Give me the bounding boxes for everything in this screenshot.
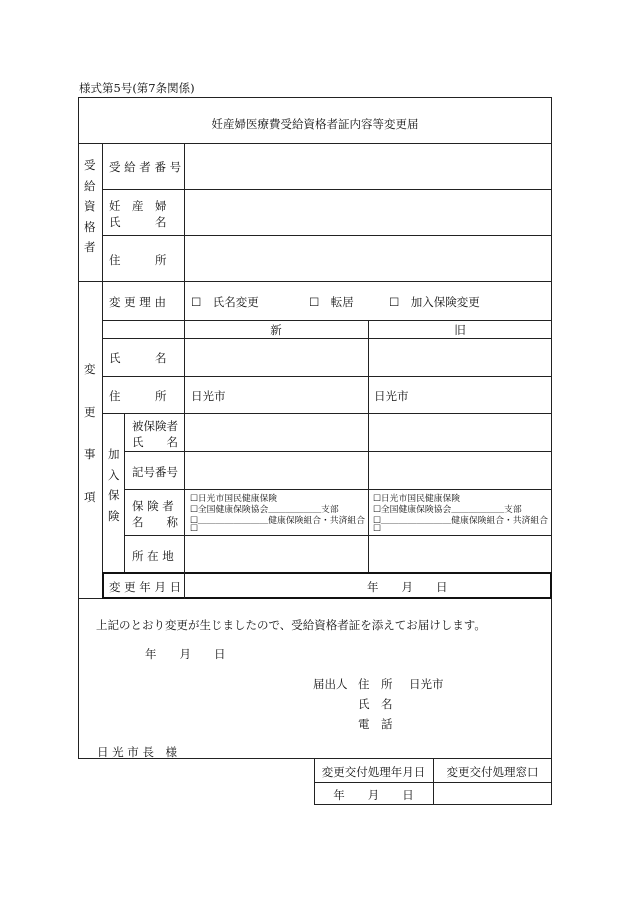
insured-old-field[interactable] [370,415,550,449]
insurer-new-option-2[interactable]: ☐全国健康保険協会＿＿＿＿＿＿支部 [190,505,339,515]
insured-label-top: 被保険者 [132,419,178,433]
insured-label-bottom: 氏 名 [132,435,178,449]
form-number: 様式第5号(第7条関係) [79,81,195,95]
reason-option-name[interactable]: ☐ 氏名変更 [191,295,259,309]
reason-option-move[interactable]: ☐ 転居 [309,295,354,309]
office-date-value[interactable]: 年 月 日 [333,788,414,802]
location-new-field[interactable] [186,537,366,570]
reason-label: 変 更 理 由 [109,295,166,309]
applicant-address-value[interactable]: 日光市 [409,677,444,691]
insurer-old-option-2[interactable]: ☐全国健康保険協会＿＿＿＿＿＿支部 [373,505,522,515]
recipient-name-label-top: 妊 産 婦 [109,199,167,213]
symbol-number-new-field[interactable] [186,453,366,487]
office-window-header: 変更交付処理窓口 [446,765,539,779]
insurer-new-option-1[interactable]: ☐日光市国民健康保険 [190,494,278,504]
applicant-name-label: 氏 名 [358,697,393,711]
insurer-old-option-4[interactable]: ☐ [373,524,381,534]
recipient-name-label-bottom: 氏 名 [109,215,167,229]
insurer-new-option-3[interactable]: ☐＿＿＿＿＿＿＿＿健康保険組合・共済組合 [190,516,366,526]
addressee: 日 光 市 長 様 [97,745,177,759]
insurer-label-bottom: 名 称 [132,515,178,529]
change-date-label: 変 更 年 月 日 [109,580,182,594]
change-address-old[interactable]: 日光市 [374,389,409,403]
symbol-number-label: 記号番号 [132,465,178,479]
insured-new-field[interactable] [186,415,366,449]
change-name-label: 氏 名 [109,351,167,365]
insurer-old-option-1[interactable]: ☐日光市国民健康保険 [373,494,461,504]
applicant-phone-label: 電 話 [358,717,393,731]
column-old-header: 旧 [454,323,466,337]
change-date-value[interactable]: 年 月 日 [367,580,448,594]
applicant-address-label: 住 所 [358,677,393,691]
declaration-statement: 上記のとおり変更が生じましたので、受給資格者証を添えてお届けします。 [96,618,486,632]
office-window-field[interactable] [435,784,550,803]
insurer-new-option-4[interactable]: ☐ [190,524,198,534]
column-new-header: 新 [270,323,282,337]
insurer-old-option-3[interactable]: ☐＿＿＿＿＿＿＿＿健康保険組合・共済組合 [373,516,549,526]
form-title: 妊産婦医療費受給資格者証内容等変更届 [211,117,419,131]
recipient-number-label: 受 給 者 番 号 [109,160,182,174]
insurance-group-label: 加 入 保 険 [108,447,120,523]
recipient-address-label: 住 所 [109,253,167,267]
change-address-label: 住 所 [109,389,167,403]
recipient-name-field[interactable] [186,191,550,233]
recipient-number-field[interactable] [186,145,550,187]
recipient-group-label: 受 給 資 格 者 [84,158,96,254]
declaration-date[interactable]: 年 月 日 [145,647,226,661]
insurer-label-top: 保 険 者 [132,499,174,513]
applicant-label: 届出人 [313,677,348,691]
recipient-address-field[interactable] [186,237,550,279]
change-name-new-field[interactable] [186,340,366,374]
change-name-old-field[interactable] [370,340,550,374]
change-address-new[interactable]: 日光市 [191,389,226,403]
changes-group-label: 変 更 事 項 [84,362,96,504]
office-date-header: 変更交付処理年月日 [321,765,426,779]
location-label: 所 在 地 [132,549,174,563]
location-old-field[interactable] [370,537,550,570]
reason-option-insurance[interactable]: ☐ 加入保険変更 [389,295,480,309]
symbol-number-old-field[interactable] [370,453,550,487]
